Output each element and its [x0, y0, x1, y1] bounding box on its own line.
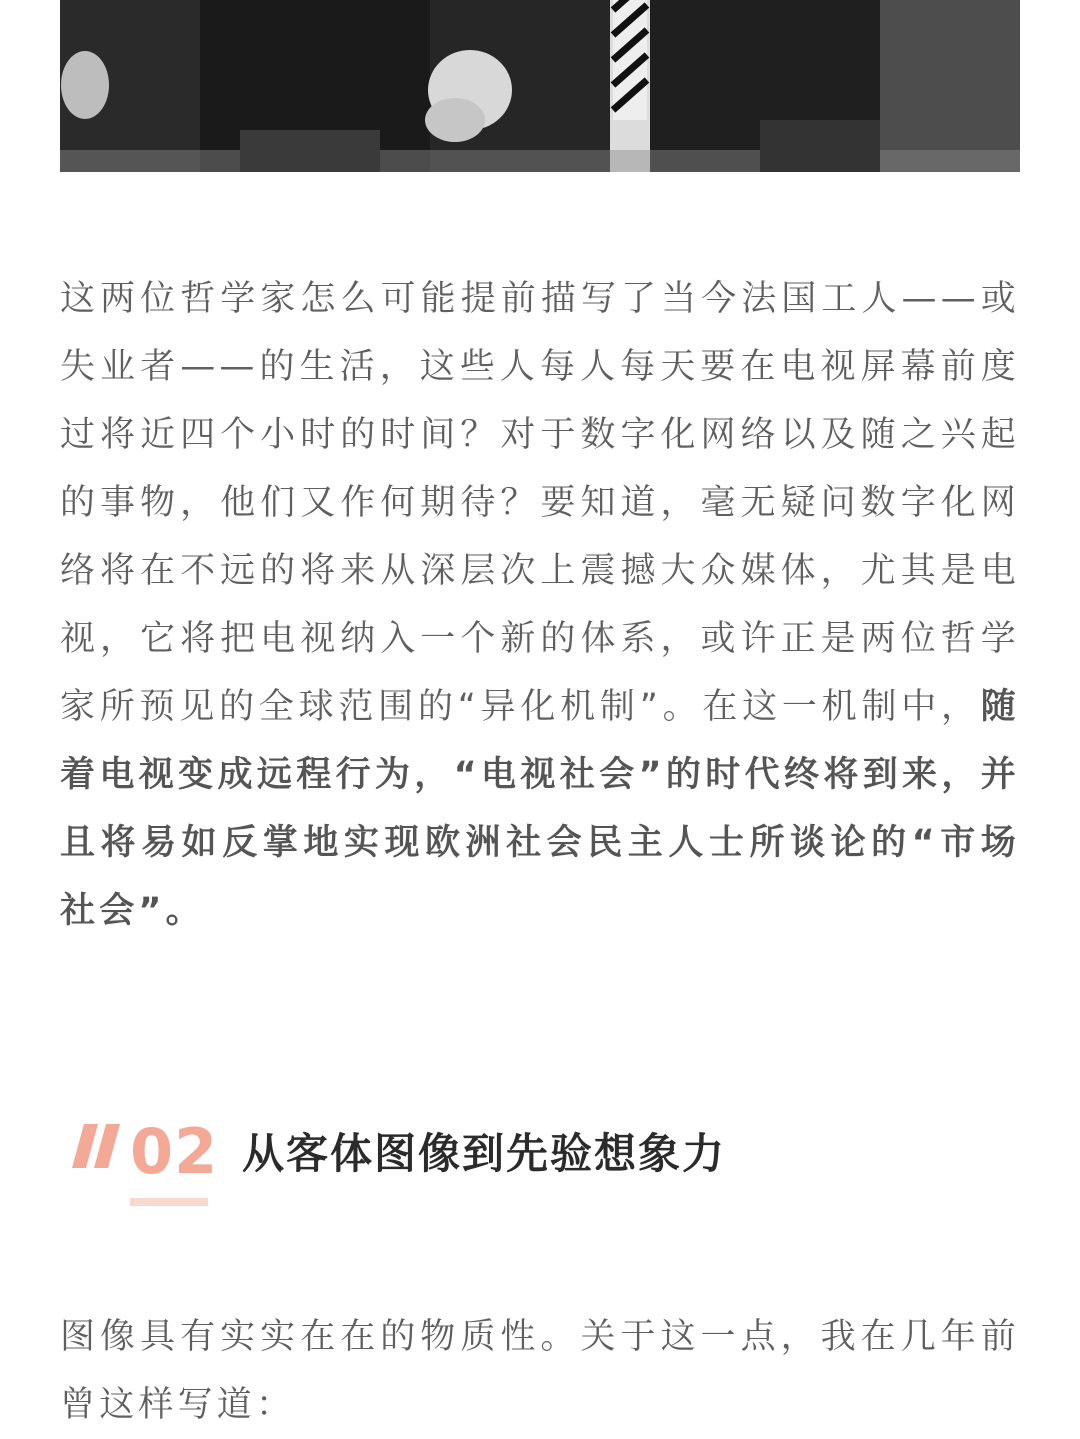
- body-paragraph: [60, 265, 1020, 945]
- paragraph-bold-text: 随着电视变成远程行为，“电视社会”的时代终将到来，并且将易如反掌地实现欧洲社会民主人士所谈论的“市场社会”。: [60, 687, 1020, 931]
- section-number-underline: [130, 1198, 208, 1206]
- photo-illustration: [60, 0, 1020, 172]
- section-title: 从客体图像到先验想象力: [242, 1129, 727, 1178]
- section-heading: [70, 1115, 970, 1218]
- article-photo: [60, 0, 1020, 172]
- paragraph-text: 这两位哲学家怎么可能提前描写了当今法国工人——或失业者——的生活，这些人每人每天要在电视屏幕前度过将近四个小时的时间？对于数字化网络以及随之兴起的事物，他们又作何期待？要知道，毫无疑问数字化网络将在不远的将来从深层次上震撼大众媒体，尤其是电视，它将把电视纳入一个新的体系，或许正是两位哲学家所预见的全球范围的“异化机制”。在这一机制中，: [60, 279, 1020, 727]
- double-slash-icon: [70, 1124, 122, 1168]
- body-paragraph: 图像具有实实在在的物质性。关于这一点，我在几年前曾这样写道：: [60, 1317, 1020, 1425]
- section-number: 02: [130, 1115, 219, 1188]
